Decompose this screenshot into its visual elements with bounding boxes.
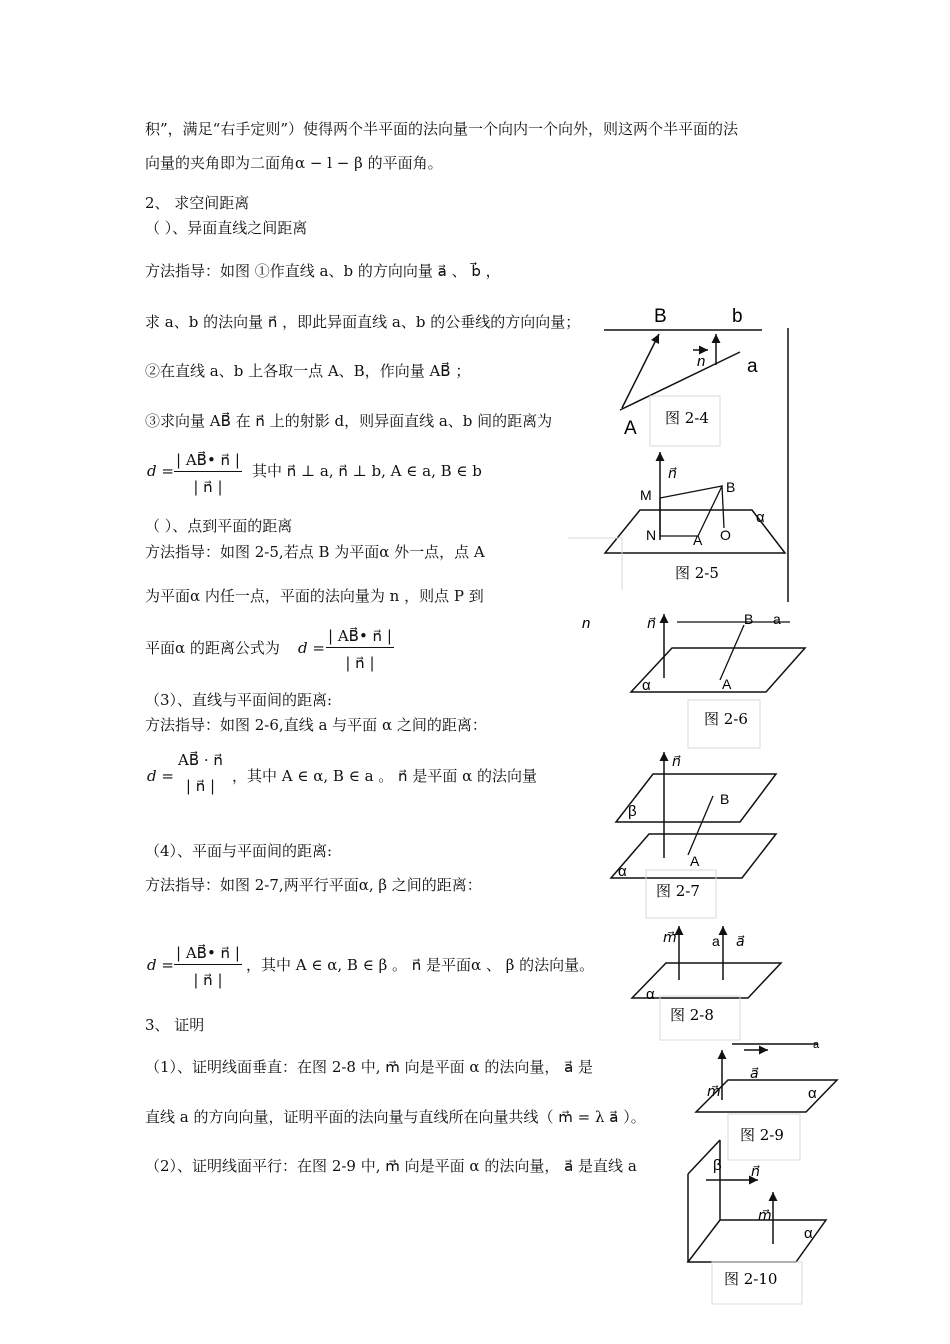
caption-2-10: 图 2-10 [724,1270,778,1288]
label-beta: β [713,1157,722,1174]
perp-quad [660,486,722,536]
label-a: a [712,933,720,949]
plane-beta [616,774,776,822]
fraction-numerator: | AB⃗• n⃗ | [326,627,394,648]
formula-condition: ，其中 A ∈ α, B ∈ a 。 n⃗ 是平面 α 的法向量 [232,767,537,785]
figure-2-8 [632,926,781,1040]
label-a: a [813,1039,820,1051]
label-B: B [654,306,667,327]
label-b: b [732,306,743,327]
fraction-denominator: | n⃗ | [193,478,223,496]
line-a [620,352,740,410]
label-B: B [720,791,730,807]
formula-lhs: d = [147,462,174,480]
label-A: A [722,676,732,692]
label-B: B [726,479,736,495]
label-alpha: α [646,986,655,1003]
section-heading: 2、 求空间距离 [145,194,250,212]
text-line: （1）、证明线面垂直：在图 2-8 中, m⃗ 向是平面 α 的法向量， a⃗ 是 [145,1058,594,1076]
label-beta: β [628,803,637,820]
text-line: 方法指导：如图 2-5,若点 B 为平面α 外一点，点 A [145,543,485,561]
label-n-vec: n⃗ [672,753,681,769]
figure-2-7 [611,752,776,918]
label-n-vec: n⃗ [647,615,656,631]
segment-AB [688,796,713,855]
label-n: n [697,353,706,370]
formula-condition: 其中 n⃗ ⊥ a, n⃗ ⊥ b, A ∈ a, B ∈ b [252,462,482,480]
caption-2-5: 图 2-5 [675,564,719,582]
label-A: A [624,418,637,439]
label-alpha: α [808,1085,817,1102]
label-a: a [747,356,758,377]
caption-frame [568,538,622,590]
label-a-vec: a⃗ [736,933,745,949]
fraction-denominator: | n⃗ | [345,654,375,672]
label-N: N [646,527,657,543]
formula-lhs: d = [298,639,325,657]
label-B: B [744,611,754,627]
text-line: 求 a、b 的法向量 n⃗ ，即此异面直线 a、b 的公垂线的方向向量； [145,313,581,331]
plane-alpha [631,648,805,692]
figure-2-4 [604,306,762,446]
figure-2-5 [568,452,785,590]
figure-2-9 [696,1039,837,1160]
figure-2-10 [688,1140,826,1304]
text-line: 直线 a 的方向向量，证明平面的法向量与直线所在向量共线（ m⃗ = λ a⃗ ）。 [145,1108,646,1126]
label-m-vec: m⃗ [758,1207,772,1223]
caption-2-6: 图 2-6 [704,710,748,728]
fraction-denominator: | n⃗ | [193,971,223,989]
caption-2-9: 图 2-9 [740,1126,784,1144]
label-M: M [640,487,652,503]
label-a: a [773,611,781,627]
label-alpha: α [804,1225,813,1242]
caption-2-8: 图 2-8 [670,1006,714,1024]
segment-BO [722,486,724,528]
text-line: 方法指导：如图 2-6,直线 a 与平面 α 之间的距离： [145,716,487,734]
label-n-vec: n⃗ [668,465,677,481]
label-a-vec: a⃗ [750,1065,759,1081]
label-alpha: α [618,863,627,880]
caption-2-7: 图 2-7 [656,882,700,900]
text-line: 方法指导：如图 2-7,两平行平面α, β 之间的距离： [145,876,482,894]
label-alpha: α [756,509,765,526]
text-line: ③求向量 AB⃗ 在 n⃗ 上的射影 d，则异面直线 a、b 间的距离为 [145,412,553,430]
section-heading: 3、 证明 [145,1016,205,1034]
formula-lhs: d = [147,767,174,785]
label-n: n [582,615,591,632]
label-m-vec: m⃗ [663,929,677,945]
text-line: 积”，满足“右手定则”）使得两个半平面的法向量一个向内一个向外，则这两个半平面的法 [145,120,739,138]
segment-AB [720,625,744,680]
label-A: A [690,853,700,869]
text-line: （2）、证明线面平行：在图 2-9 中, m⃗ 向是平面 α 的法向量， a⃗ 是直线 a [145,1157,637,1175]
text-line: 为平面α 内任一点，平面的法向量为 n ，则点 P 到 [145,587,484,605]
label-n-vec: n⃗ [751,1163,760,1179]
formula-lhs: d = [147,956,174,974]
caption-2-4: 图 2-4 [665,409,709,427]
text-line: ②在直线 a、b 上各取一点 A、B，作向量 AB⃗ ； [145,362,471,380]
subsection-heading: （3）、直线与平面间的距离: [145,691,333,709]
label-O: O [720,527,731,543]
label-alpha: α [642,677,651,694]
label-A: A [693,532,703,548]
formula-condition: ，其中 A ∈ α, B ∈ β 。 n⃗ 是平面α 、 β 的法向量。 [246,956,595,974]
fraction-numerator: AB⃗ · n⃗ [178,751,223,769]
subsection-heading: （4）、平面与平面间的距离: [145,842,333,860]
fraction-numerator: | AB⃗• n⃗ | [174,451,242,472]
fraction-numerator: | AB⃗• n⃗ | [174,944,242,965]
label-m-vec: m⃗ [707,1083,721,1099]
figure-2-6 [582,611,805,748]
subsection-heading: （ ）、异面直线之间距离 [145,219,308,237]
subsection-heading: （ ）、点到平面的距离 [145,517,293,535]
fraction-denominator: | n⃗ | [185,777,216,795]
text-line: 方法指导：如图 ①作直线 a、b 的方向向量 a⃗ 、 b⃗ ， [145,262,501,280]
text-line: 向量的夹角即为二面角α − l − β 的平面角。 [145,154,443,172]
vector-ab [622,334,659,408]
text-line: 平面α 的距离公式为 [145,639,280,657]
